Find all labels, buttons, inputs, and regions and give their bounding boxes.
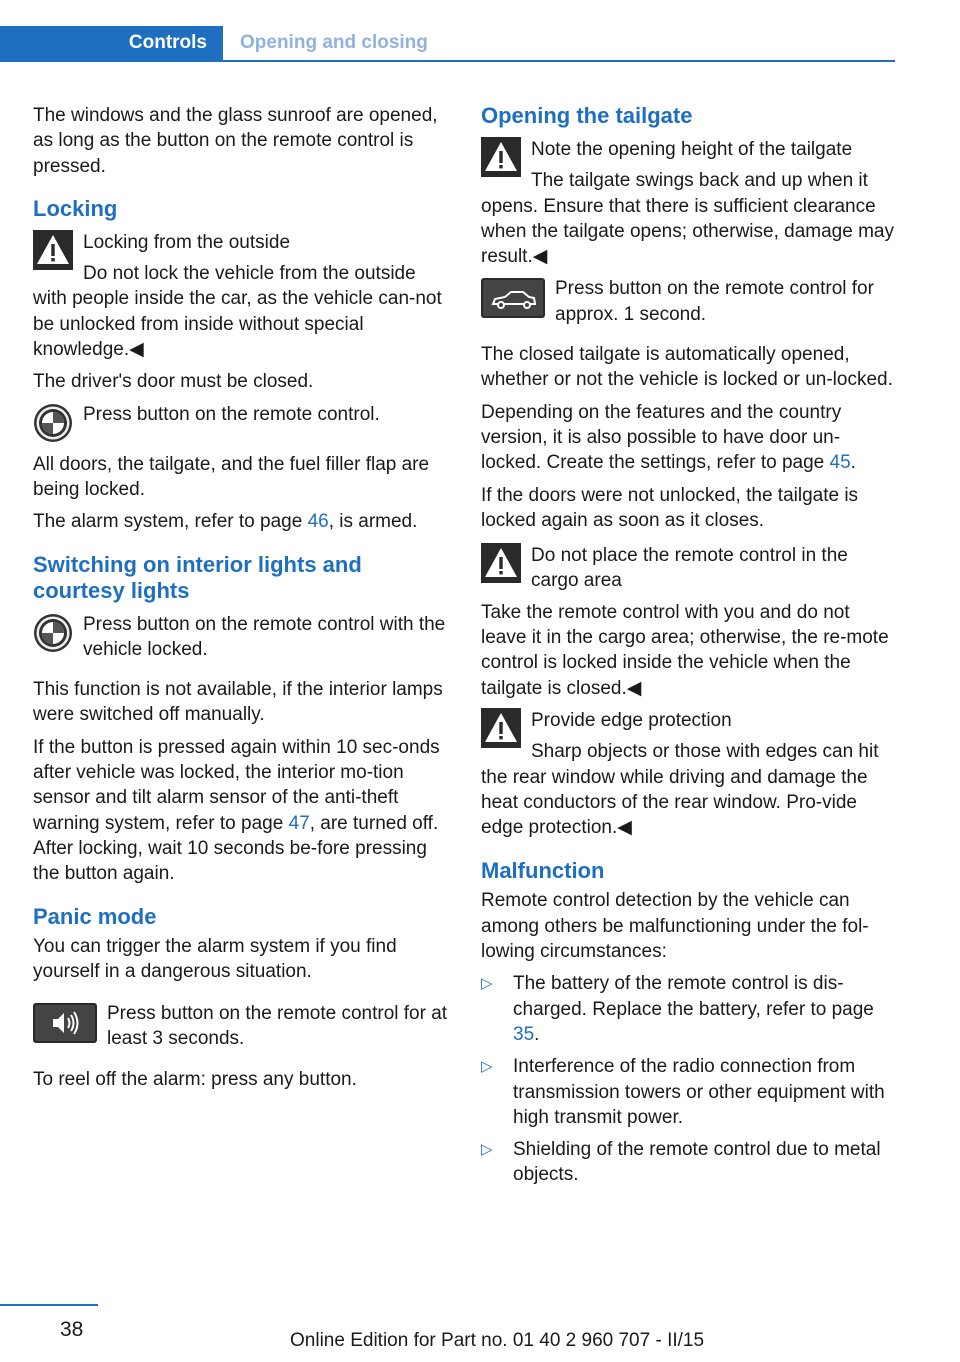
warning-triangle-icon: [481, 708, 521, 748]
list-item: ▷ Shielding of the remote control due to metal objects.: [481, 1139, 881, 1186]
panic-text-1: You can trigger the alarm system if you find yourself in a dangerous situation.: [33, 935, 397, 982]
warning-triangle-icon: [481, 137, 521, 177]
panic-press-text: Press button on the remote control for at least 3 seconds.: [107, 1003, 448, 1050]
tailgate-text-1: The closed tailgate is automatically opened, whether or not the vehicle is locked or un-locked.: [481, 344, 893, 391]
tailgate-press-text: Press button on the remote control for approx. 1 second.: [555, 278, 874, 325]
malfunction-text-1: Remote control detection by the vehicle can among others be malfunctioning under the fol-lowing circumstances:: [481, 890, 869, 963]
warning-triangle-icon: [481, 543, 521, 583]
lights-button-instruction: [33, 612, 451, 678]
tailgate-text-2: Depending on the features and the country version, it is also possible to have door un-locked. Create the settings, refer to page 45.: [481, 401, 856, 474]
right-column: [481, 103, 897, 1195]
car-icon: [481, 278, 545, 318]
bmw-logo-icon: [33, 403, 73, 443]
edition-text: Online Edition for Part no. 01 40 2 960 707 - II/15: [290, 1330, 705, 1351]
heading-panic-mode: Panic mode: [33, 903, 157, 929]
warning-triangle-icon: [33, 230, 73, 270]
warning-edge-protection: [481, 708, 897, 840]
lights-text-2: If the button is pressed again within 10 sec-onds after vehicle was locked, the interior mo-tion sensor and tilt alarm sensor of the anti-theft warning system, refer to page 47, are turned off. After locking, wait 10 seconds be-fore pressing the button again.: [33, 736, 440, 885]
lights-press-text: Press button on the remote control with the vehicle locked.: [83, 613, 446, 660]
header-chapter-tab[interactable]: Opening and closing: [240, 32, 428, 53]
warning-text: Take the remote control with you and do not leave it in the cargo area; otherwise, the re-mote control is locked inside the vehicle when the tailgate is closed.◀: [481, 601, 889, 699]
heading-locking: Locking: [33, 195, 118, 221]
lock-button-instruction: [33, 402, 451, 452]
warning-title: Note the opening height of the tailgate: [531, 139, 853, 160]
warning-text: Sharp objects or those with edges can hit the rear window while driving and damage the heat conductors of the rear window. Pro-vide edge protection.◀: [481, 741, 879, 839]
bullet-triangle-icon: ▷: [481, 1058, 493, 1076]
warning-text: Do not lock the vehicle from the outside with people inside the car, as the vehicle can-not be unlocked from inside without special knowledge.◀: [33, 263, 442, 361]
footer-rule: [0, 1304, 98, 1306]
intro-text: The windows and the glass sunroof are opened, as long as the button on the remote control is pressed.: [33, 105, 438, 177]
list-item: ▷ The battery of the remote control is dis-charged. Replace the battery, refer to page 35.: [481, 973, 874, 1045]
locking-text-1: The driver's door must be closed.: [33, 371, 314, 393]
panic-text-2: To reel off the alarm: press any button.: [33, 1068, 357, 1090]
list-item: ▷ Interference of the radio connection from transmission towers or other equipment with high transmit power.: [481, 1056, 885, 1128]
left-column: [33, 103, 451, 1099]
warning-locking: [33, 230, 451, 362]
speaker-icon: [33, 1003, 97, 1043]
page-link-45[interactable]: 45: [829, 452, 851, 474]
tailgate-text-3: If the doors were not unlocked, the tailgate is locked again as soon as it closes.: [481, 484, 859, 531]
page-link-35[interactable]: 35: [513, 1023, 535, 1045]
warning-title: Provide edge protection: [531, 709, 732, 731]
panic-button-instruction: [33, 1001, 451, 1067]
warning-title: Do not place the remote control in the cargo area: [531, 545, 848, 592]
lock-press-text: Press button on the remote control.: [83, 403, 380, 425]
locking-text-3: The alarm system, refer to page 46, is armed.: [33, 511, 418, 533]
warning-tailgate-height: [481, 137, 897, 269]
header-rule: [0, 60, 895, 62]
page-link-46[interactable]: 46: [307, 511, 329, 533]
tailgate-button-instruction: [481, 276, 897, 342]
locking-text-2: All doors, the tailgate, and the fuel filler flap are being locked.: [33, 453, 430, 500]
heading-opening-tailgate: Opening the tailgate: [481, 103, 693, 128]
warning-title: Locking from the outside: [83, 231, 291, 253]
bullet-triangle-icon: ▷: [481, 1141, 493, 1159]
warning-text: The tailgate swings back and up when it opens. Ensure that there is sufficient clearance when the tailgate opens; otherwise, damage may result.◀: [481, 170, 894, 268]
lights-text-1: This function is not available, if the interior lamps were switched off manually.: [33, 679, 443, 726]
page-link-47[interactable]: 47: [288, 812, 310, 834]
heading-interior-lights: Switching on interior lights and courtesy lights: [33, 551, 362, 603]
heading-malfunction: Malfunction: [481, 858, 605, 884]
header-section-tab[interactable]: Controls: [0, 26, 223, 60]
bullet-triangle-icon: ▷: [481, 975, 493, 993]
page-number: 38: [60, 1318, 84, 1341]
malfunction-list: [481, 971, 897, 1187]
page-header: [0, 26, 895, 62]
warning-cargo-area: [481, 543, 897, 701]
bmw-logo-icon: [33, 613, 73, 653]
